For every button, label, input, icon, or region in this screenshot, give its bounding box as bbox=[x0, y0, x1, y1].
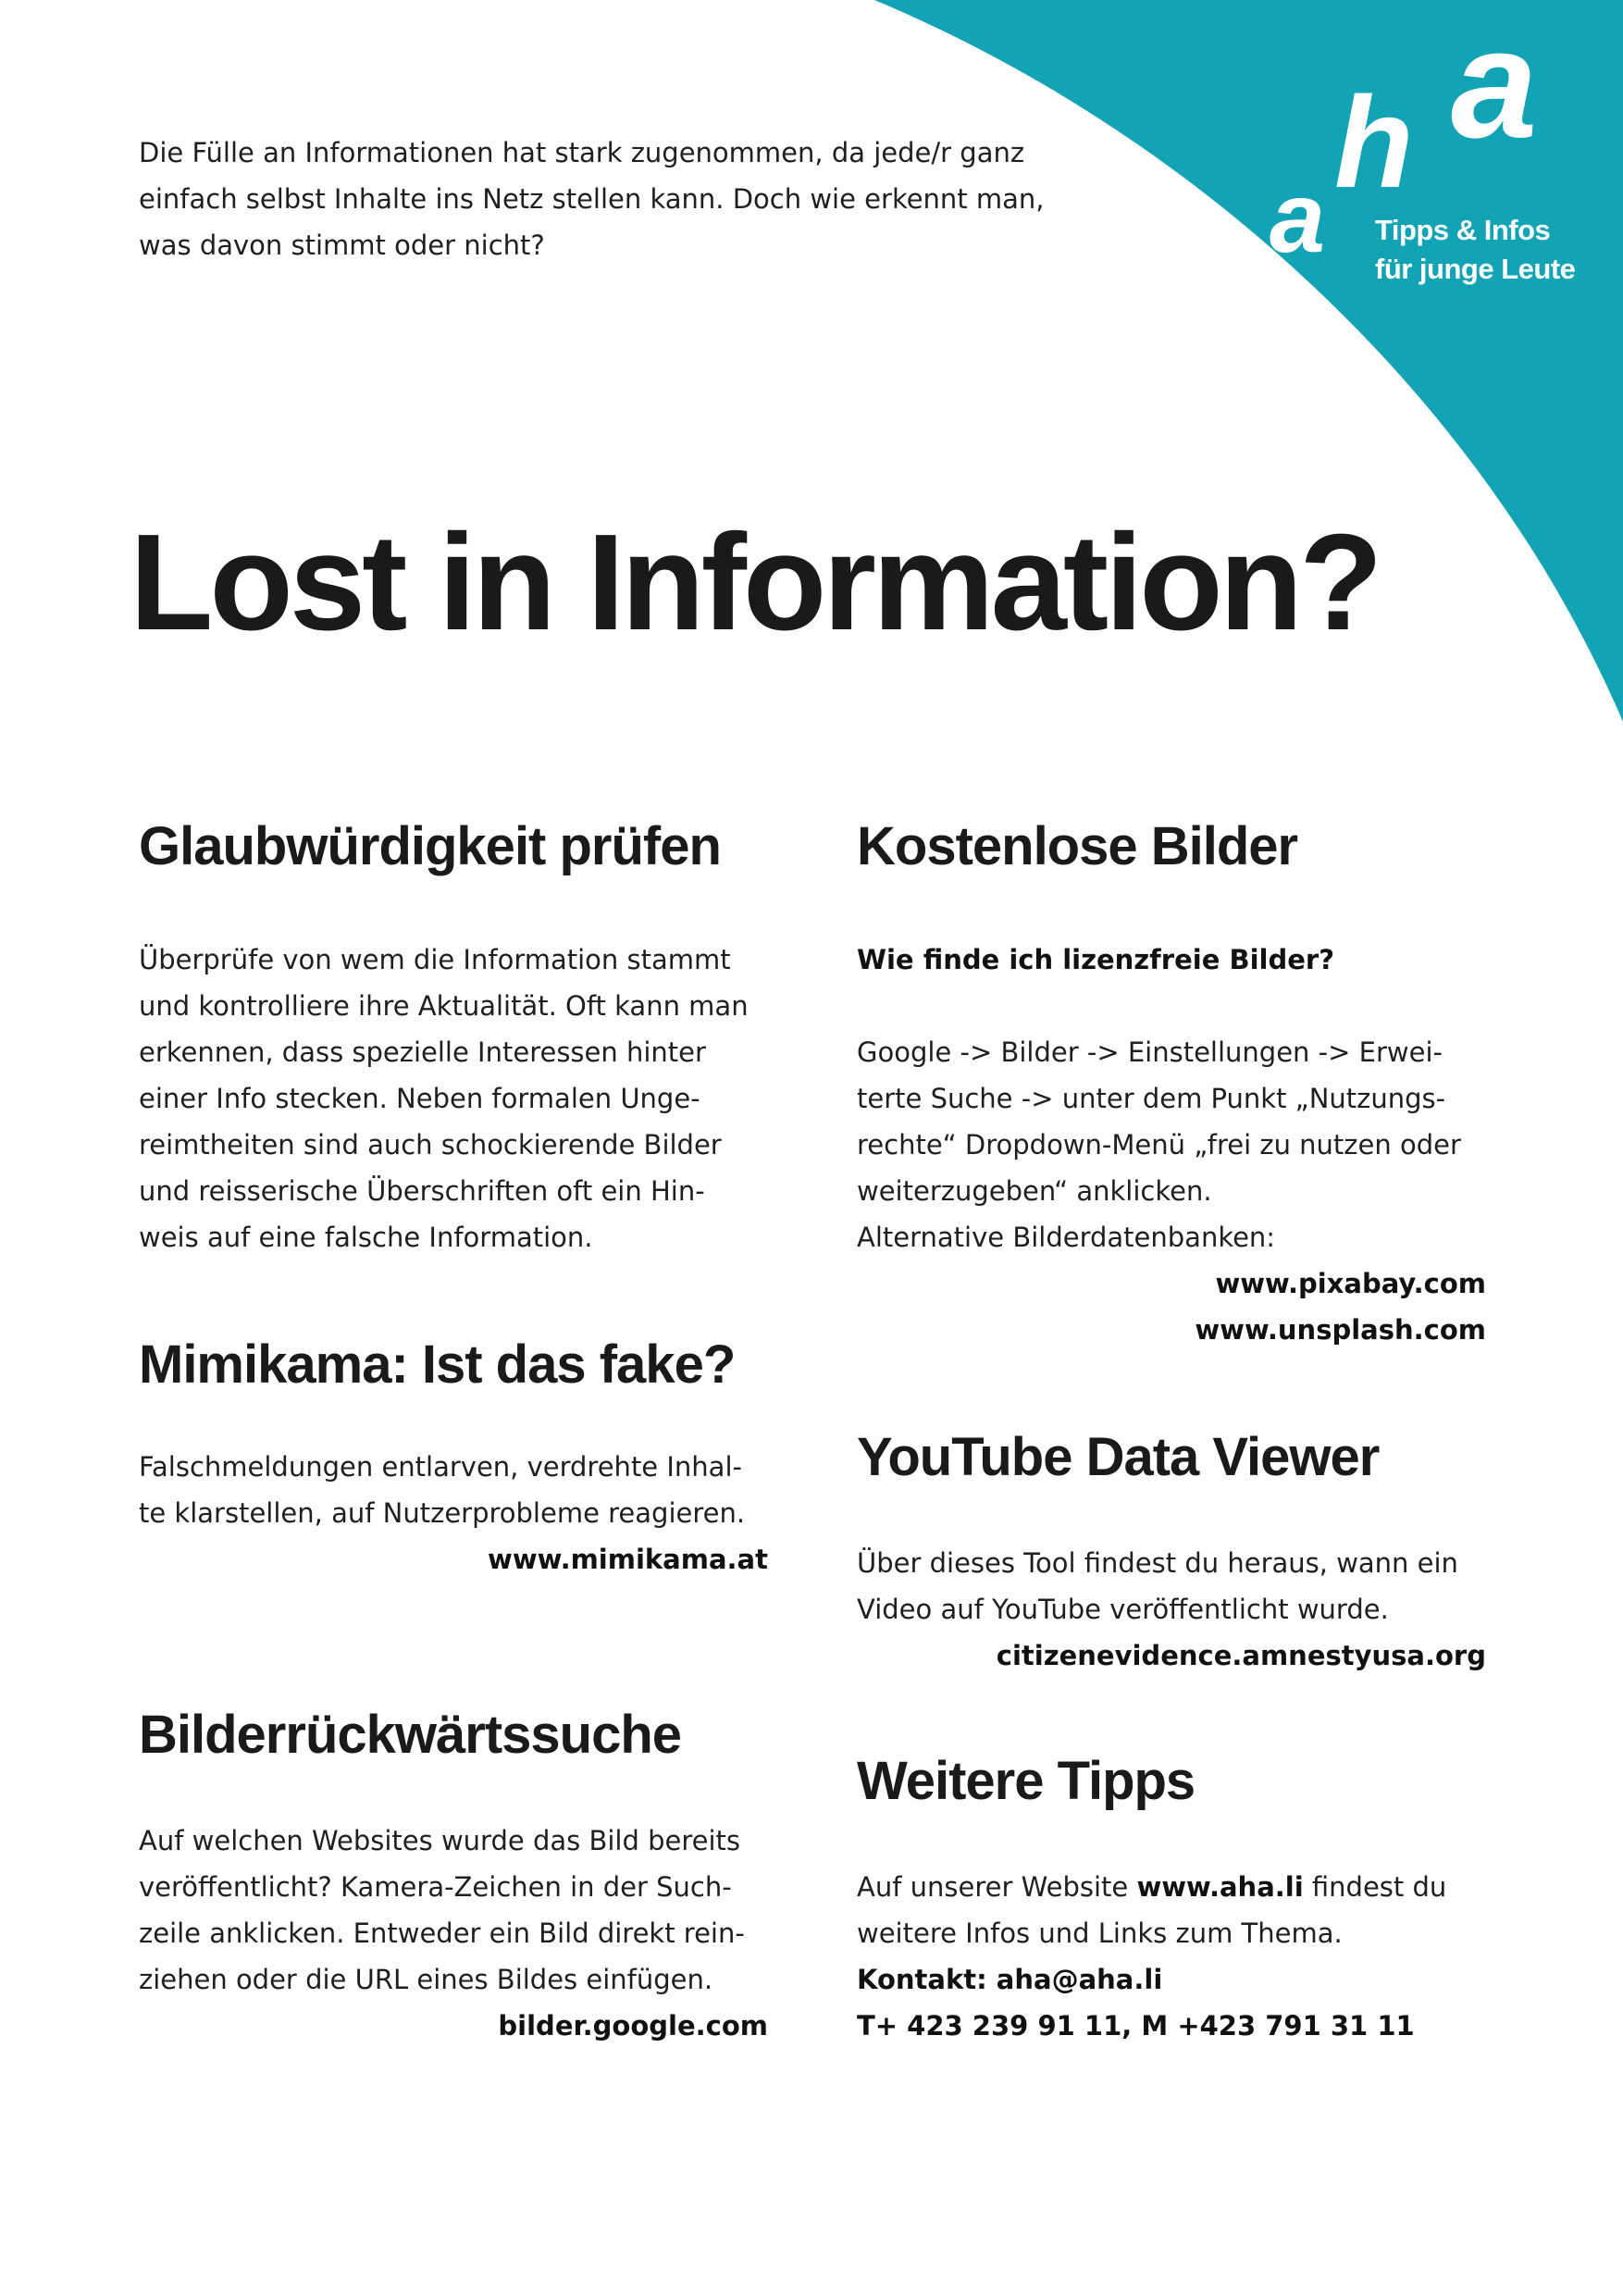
logo-letter-a-small: a bbox=[1270, 161, 1326, 273]
page-title: Lost in Information? bbox=[130, 506, 1380, 659]
tagline-line-1: Tipps & Infos bbox=[1375, 214, 1551, 246]
text-line: te klarstellen, auf Nutzerprobleme reagieren. bbox=[139, 1497, 746, 1529]
subheading-lizenzfreie-bilder: Wie finde ich lizenzfreie Bilder? bbox=[857, 944, 1335, 975]
text-line: terte Suche -> unter dem Punkt „Nutzungs- bbox=[857, 1083, 1446, 1114]
intro-paragraph bbox=[139, 130, 1101, 268]
text-bilderrueckwaertssuche bbox=[139, 1818, 768, 2003]
text-line bbox=[857, 1864, 1486, 1910]
heading-mimikama: Mimikama: Ist das fake? bbox=[139, 1334, 736, 1395]
text-line: weiterzugeben“ anklicken. bbox=[857, 1175, 1212, 1207]
heading-bilderrueckwaertssuche: Bilderrückwärtssuche bbox=[139, 1705, 682, 1765]
text-line: weitere Infos und Links zum Thema. bbox=[857, 1917, 1343, 1949]
link-unsplash[interactable]: www.unsplash.com bbox=[1195, 1314, 1486, 1346]
text-line: zeile anklicken. Entweder ein Bild direkt rein- bbox=[139, 1917, 745, 1949]
link-pixabay[interactable]: www.pixabay.com bbox=[1215, 1268, 1486, 1299]
text-line: Video auf YouTube veröffentlicht wurde. bbox=[857, 1594, 1389, 1625]
text-line: weis auf eine falsche Information. bbox=[139, 1222, 593, 1253]
text-line: Auf welchen Websites wurde das Bild bereits bbox=[139, 1825, 740, 1856]
text-weitere-tipps bbox=[857, 1864, 1486, 2049]
heading-youtube-data-viewer: YouTube Data Viewer bbox=[857, 1427, 1380, 1487]
text-line: erkennen, dass spezielle Interessen hinter bbox=[139, 1036, 706, 1068]
brand-tagline bbox=[1375, 211, 1616, 289]
text-youtube bbox=[857, 1540, 1486, 1632]
link-bilder-google[interactable]: bilder.google.com bbox=[498, 2010, 768, 2042]
text-glaubwuerdigkeit bbox=[139, 937, 768, 1260]
text-line: Überprüfe von wem die Information stammt bbox=[139, 944, 731, 975]
contact-phone: T+ 423 239 91 11, M +423 791 31 11 bbox=[857, 2010, 1415, 2042]
text-line: ziehen oder die URL eines Bildes einfügen. bbox=[139, 1964, 713, 1995]
intro-line: Die Fülle an Informationen hat stark zugenommen, da jede/r ganz bbox=[139, 137, 1025, 168]
logo-letter-a-large: a bbox=[1451, 0, 1538, 170]
text-line: reimtheiten sind auch schockierende Bilder bbox=[139, 1129, 722, 1160]
heading-kostenlose-bilder: Kostenlose Bilder bbox=[857, 816, 1298, 876]
tagline-line-2: für junge Leute bbox=[1375, 253, 1576, 285]
text-line: Über dieses Tool findest du heraus, wann ein bbox=[857, 1547, 1458, 1579]
intro-line: einfach selbst Inhalte ins Netz stellen kann. Doch wie erkennt man, bbox=[139, 183, 1045, 215]
text-line: und kontrolliere ihre Aktualität. Oft kann man bbox=[139, 990, 749, 1022]
text-line: Alternative Bilderdatenbanken: bbox=[857, 1222, 1276, 1253]
contact-email[interactable]: Kontakt: aha@aha.li bbox=[857, 1964, 1163, 1995]
text-line: Google -> Bilder -> Einstellungen -> Erwei- bbox=[857, 1036, 1443, 1068]
link-aha-website[interactable]: www.aha.li bbox=[1136, 1871, 1304, 1903]
heading-glaubwuerdigkeit: Glaubwürdigkeit prüfen bbox=[139, 816, 721, 876]
text-line: einer Info stecken. Neben formalen Unge- bbox=[139, 1083, 700, 1114]
text-line: veröffentlicht? Kamera-Zeichen in der Such- bbox=[139, 1871, 732, 1903]
text-line: und reisserische Überschriften oft ein Hin- bbox=[139, 1175, 705, 1207]
text-mimikama bbox=[139, 1444, 768, 1536]
intro-line: was davon stimmt oder nicht? bbox=[139, 230, 545, 261]
logo-letter-h: h bbox=[1334, 69, 1414, 215]
text-kostenlose-bilder bbox=[857, 1029, 1486, 1260]
link-mimikama[interactable]: www.mimikama.at bbox=[488, 1544, 768, 1575]
text-line: Falschmeldungen entlarven, verdrehte Inhal- bbox=[139, 1451, 742, 1483]
link-citizenevidence[interactable]: citizenevidence.amnestyusa.org bbox=[996, 1640, 1486, 1671]
text-line: rechte“ Dropdown-Menü „frei zu nutzen oder bbox=[857, 1129, 1461, 1160]
text-fragment: Auf unserer Website bbox=[857, 1871, 1137, 1903]
text-fragment: findest du bbox=[1303, 1871, 1447, 1903]
heading-weitere-tipps: Weitere Tipps bbox=[857, 1751, 1196, 1811]
